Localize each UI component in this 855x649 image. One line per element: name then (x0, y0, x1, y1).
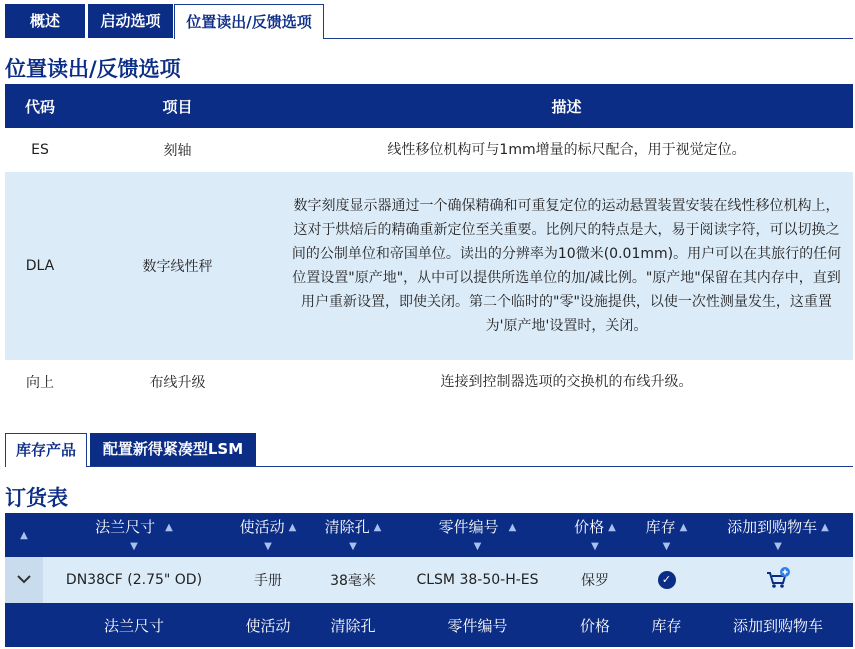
cell-item: 数字线性秤 (75, 172, 280, 360)
tab-startup-options[interactable]: 启动选项 (88, 4, 173, 38)
cell-part-no: CLSM 38-50-H-ES (395, 557, 560, 603)
col-stock[interactable] (630, 513, 703, 557)
add-to-cart-icon[interactable] (765, 566, 791, 590)
col-desc: 描述 (280, 84, 853, 128)
footer-add-to-cart: 添加到购物车 (703, 603, 853, 647)
sort-icon: ▲ ▼ (774, 521, 829, 552)
col-actuation[interactable] (225, 513, 311, 557)
cell-code: DLA (5, 172, 75, 360)
chevron-down-icon (16, 574, 32, 584)
col-stock-label: 库存 (645, 517, 676, 536)
col-flange-label: 法兰尺寸 (95, 517, 156, 536)
footer-actuation: 使活动 (225, 603, 311, 647)
cell-flange: DN38CF (2.75" OD) (43, 557, 225, 603)
footer-flange: 法兰尺寸 (43, 603, 225, 647)
footer-stock: 库存 (630, 603, 703, 647)
sort-icon: ▲ ▼ (473, 521, 517, 552)
footer-clear-bore: 清除孔 (311, 603, 395, 647)
cell-price: 保罗 (560, 557, 630, 603)
tab-configure-lsm[interactable]: 配置新得紧凑型LSM (90, 433, 256, 466)
col-price[interactable] (560, 513, 630, 557)
expand-row-button[interactable] (5, 557, 43, 603)
cell-code: ES (31, 142, 49, 158)
sort-icon: ▲ ▼ (591, 521, 616, 552)
table-row (5, 557, 853, 603)
cell-code: 向上 (26, 375, 54, 391)
sort-icon: ▲ ▼ (349, 521, 382, 552)
table-row (5, 360, 853, 404)
cell-desc: 数字刻度显示器通过一个确保精确和可重复定位的运动悬置装置安装在线性移位机构上，这对于烘焙后的精确重新定位至关重要。比例尺的特点是大，易于阅读字符，可以切换之间的公制单位和帝国单位。读出的分辨率为10微米(0.01mm)。用户可以在其旅行的任何位置设置"原产地"，从中可以提供所选单位的加/减比例。"原产地"保留在其内存中，直到用户重新设置，即使关闭。第二个临时的"零"设施提供，以使一次性测量发生，这重置为'原产地'设置时，关闭。 (280, 172, 853, 360)
cell-stock (630, 557, 703, 603)
cell-actuation: 手册 (225, 557, 311, 603)
order-header-row (5, 513, 853, 557)
col-code: 代码 (5, 84, 75, 128)
table-row (5, 172, 853, 360)
in-stock-check-icon: ✓ (658, 571, 676, 589)
col-item: 项目 (75, 84, 280, 128)
tab-overview[interactable]: 概述 (5, 4, 85, 38)
tab-position-readout[interactable]: 位置读出/反馈选项 (174, 4, 324, 39)
col-part-no-label: 零件编号 (438, 517, 499, 536)
col-actuation-label: 使活动 (239, 517, 285, 536)
cell-desc: 线性移位机构可与1mm增量的标尺配合，用于视觉定位。 (387, 142, 746, 158)
sort-icon: ▲ ▼ (264, 521, 297, 552)
tab-stock-products[interactable]: 库存产品 (5, 433, 87, 467)
top-tab-bar (5, 4, 853, 39)
footer-part-no: 零件编号 (395, 603, 560, 647)
col-add-to-cart[interactable] (703, 513, 853, 557)
section-title: 位置读出/反馈选项 (5, 57, 181, 81)
cell-desc: 连接到控制器选项的交换机的布线升级。 (440, 374, 693, 390)
sort-icon: ▲ ▼ (130, 521, 173, 552)
options-header-row (5, 84, 853, 128)
sort-icon: ▲ ▼ (662, 521, 688, 552)
cell-item: 刻轴 (163, 143, 192, 159)
table-row (5, 128, 853, 172)
cell-add-to-cart[interactable] (703, 557, 853, 603)
order-title: 订货表 (5, 486, 68, 510)
cell-clear-bore: 38毫米 (311, 557, 395, 603)
col-clear-bore[interactable] (311, 513, 395, 557)
options-table (5, 84, 853, 404)
cell-item: 布线升级 (149, 375, 206, 391)
footer-price: 价格 (560, 603, 630, 647)
sort-up-icon: ▲ (20, 530, 28, 541)
col-part-no[interactable] (395, 513, 560, 557)
expand-sort-header[interactable] (5, 513, 43, 557)
col-add-to-cart-label: 添加到购物车 (727, 517, 818, 536)
tab-baseline (324, 38, 853, 39)
footer-blank (5, 603, 43, 647)
tab-baseline (87, 466, 853, 467)
col-flange[interactable] (43, 513, 225, 557)
order-table (5, 513, 853, 647)
order-footer-row (5, 603, 853, 647)
col-price-label: 价格 (574, 517, 605, 536)
col-clear-bore-label: 清除孔 (324, 517, 370, 536)
bottom-tab-bar (5, 433, 853, 467)
